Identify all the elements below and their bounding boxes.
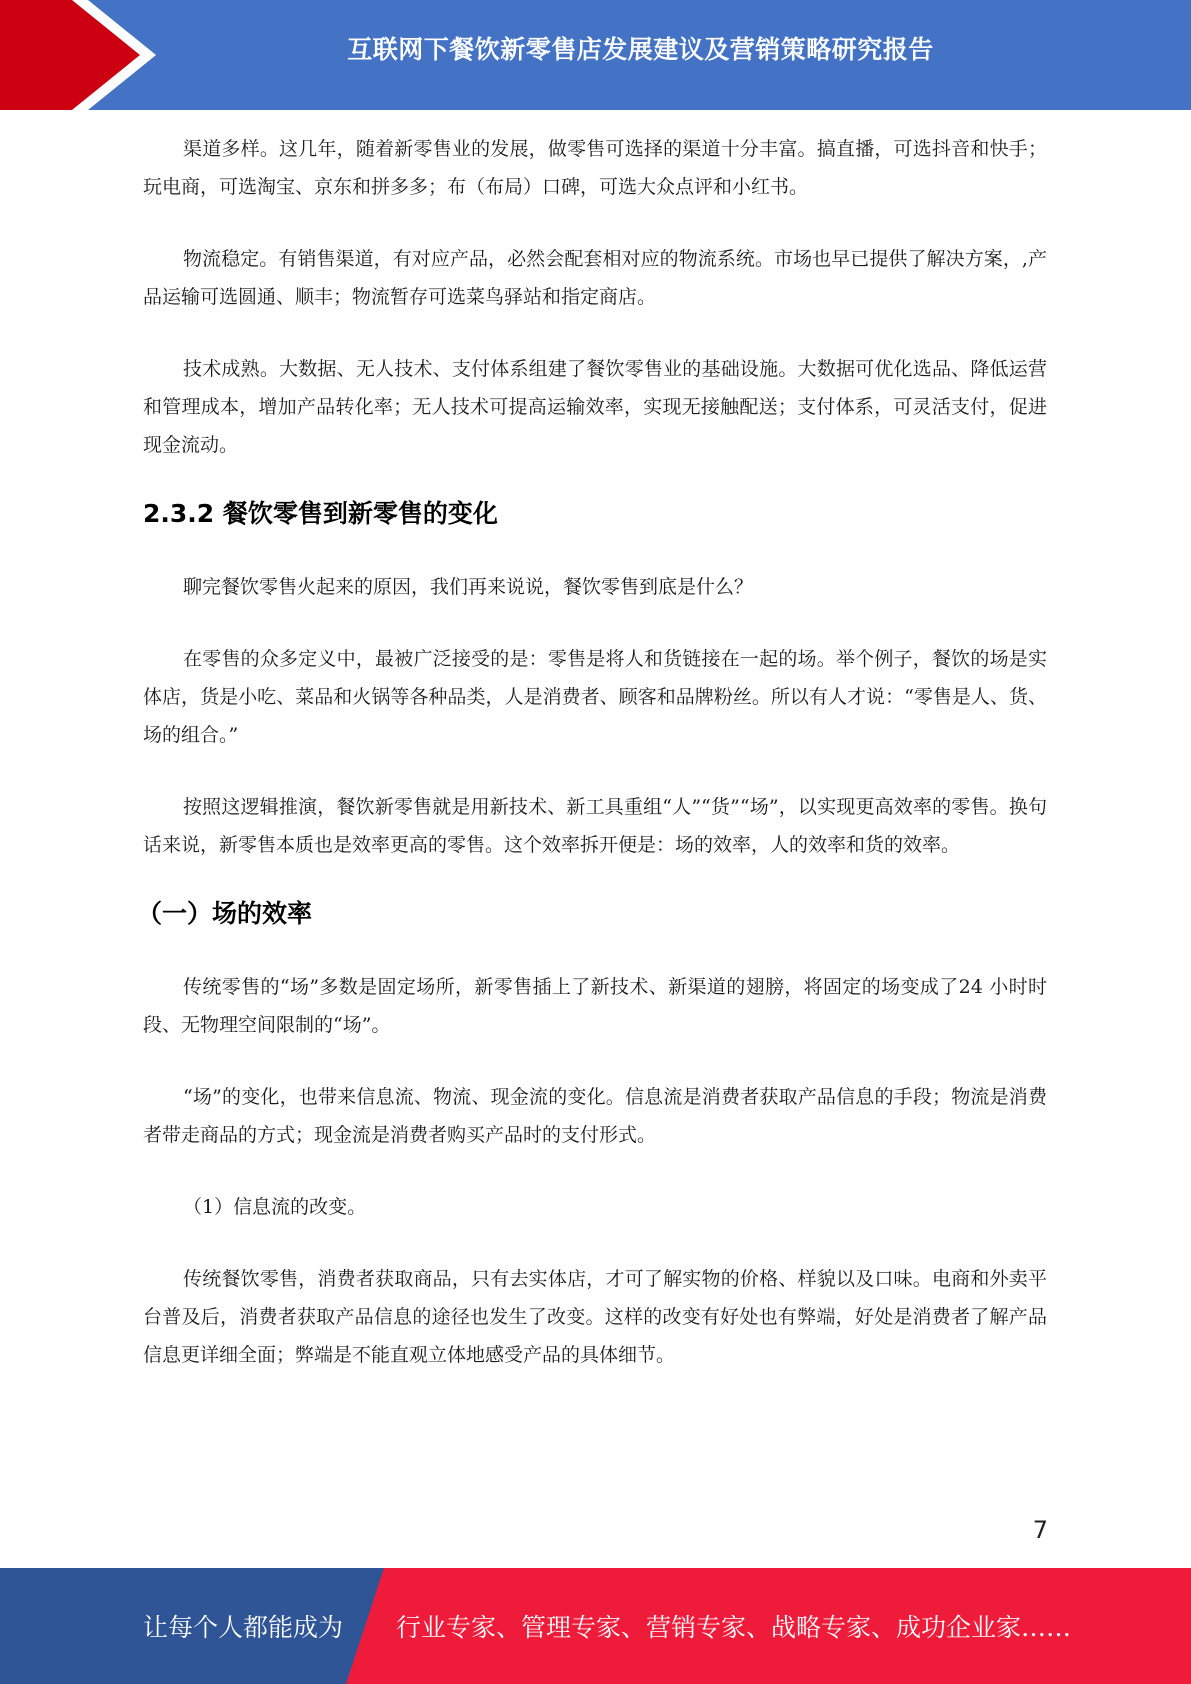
subitem-information-flow: （1）信息流的改变。: [183, 1196, 367, 1218]
paragraph-logistics: 物流稳定。有销售渠道，有对应产品，必然会配套相对应的物流系统。市场也早已提供了解决方案，,产品运输可选圆通、顺丰；物流暂存可选菜鸟驿站和指定商店。: [143, 248, 1047, 308]
paragraph-technology: 技术成熟。大数据、无人技术、支付体系组建了餐饮零售业的基础设施。大数据可优化选品、降低运营和管理成本，增加产品转化率；无人技术可提高运输效率，实现无接触配送；支付体系，可灵活支付，促进现金流动。: [143, 358, 1047, 456]
page-number: 7: [1032, 1516, 1048, 1544]
subsection-heading-venue-efficiency: （一）场的效率: [137, 899, 313, 928]
paragraph-retail-definition: 在零售的众多定义中，最被广泛接受的是：零售是将人和货链接在一起的场。举个例子，餐饮的场是实体店，货是小吃、菜品和火锅等各种品类，人是消费者、顾客和品牌粉丝。所以有人才说：“零售是人、货、场的组合。”: [143, 648, 1047, 746]
header-chevron-icon: [0, 0, 160, 110]
paragraph-new-retail-logic: 按照这逻辑推演，餐饮新零售就是用新技术、新工具重组“人”“货”“场”，以实现更高效率的零售。换句话来说，新零售本质也是效率更高的零售。这个效率拆开便是：场的效率，人的效率和货的效率。: [143, 796, 1047, 856]
paragraph-flows: “场”的变化，也带来信息流、物流、现金流的变化。信息流是消费者获取产品信息的手段；物流是消费者带走商品的方式；现金流是消费者购买产品时的支付形式。: [143, 1086, 1047, 1146]
page-content: [137, 130, 1047, 1374]
report-title: 互联网下餐饮新零售店发展建议及营销策略研究报告: [347, 35, 934, 64]
paragraph-information-change: 传统餐饮零售，消费者获取商品，只有去实体店，才可了解实物的价格、样貌以及口味。电商和外卖平台普及后，消费者获取产品信息的途径也发生了改变。这样的改变有好处也有弊端，好处是消费者了解产品信息更详细全面；弊端是不能直观立体地感受产品的具体细节。: [143, 1268, 1047, 1366]
page-header: [0, 0, 1191, 110]
section-heading-2-3-2: 2.3.2 餐饮零售到新零售的变化: [143, 499, 498, 528]
page-footer: [0, 1568, 1191, 1684]
paragraph-intro-question: 聊完餐饮零售火起来的原因，我们再来说说，餐饮零售到底是什么？: [183, 576, 754, 598]
footer-slogan-right: 行业专家、管理专家、营销专家、战略专家、成功企业家……: [396, 1613, 1072, 1642]
paragraph-channels: 渠道多样。这几年，随着新零售业的发展，做零售可选择的渠道十分丰富。搞直播，可选抖音和快手；玩电商，可选淘宝、京东和拼多多；布（布局）口碑，可选大众点评和小红书。: [143, 138, 1047, 198]
paragraph-traditional-venue: 传统零售的“场”多数是固定场所，新零售插上了新技术、新渠道的翅膀，将固定的场变成了24 小时时段、无物理空间限制的“场”。: [143, 976, 1047, 1036]
footer-slogan-left: 让每个人都能成为: [143, 1613, 344, 1642]
